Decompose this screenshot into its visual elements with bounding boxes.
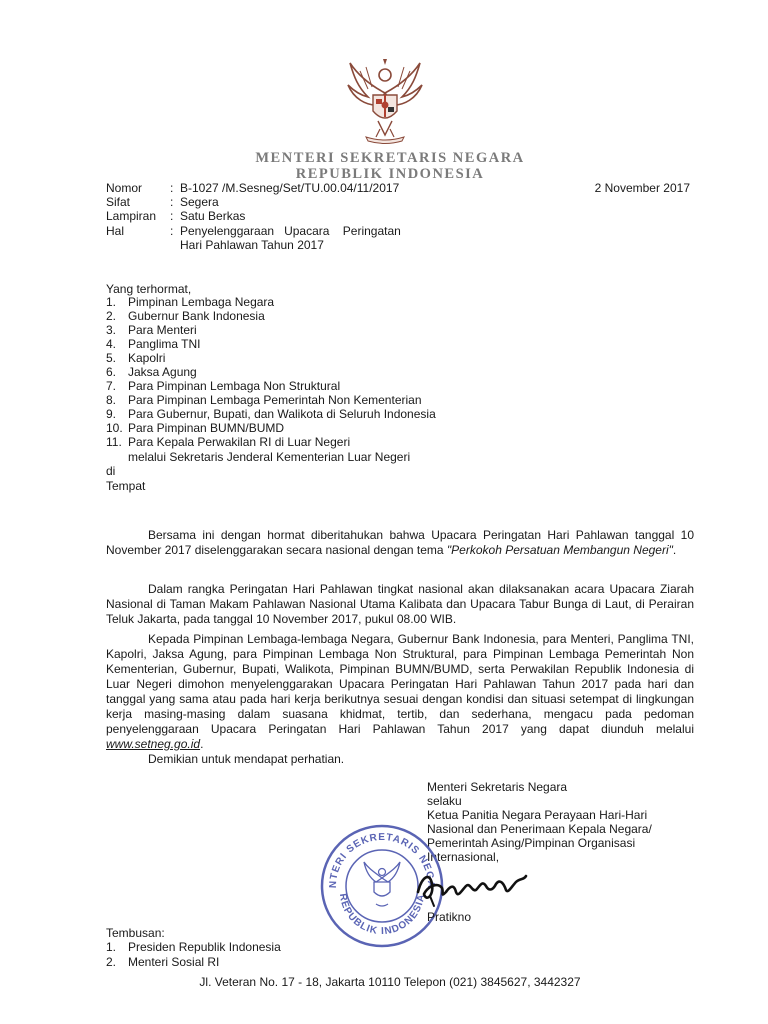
signature-line-3: Ketua Panitia Negara Perayaan Hari-Hari: [427, 808, 648, 822]
paragraph-4: Demikian untuk mendapat perhatian.: [148, 752, 345, 766]
list-item-text: Para Gubernur, Bupati, dan Walikota di Seluruh Indonesia: [128, 407, 436, 421]
list-item-number: 2.: [106, 955, 117, 969]
list-item-text: Para Pimpinan BUMN/BUMD: [128, 421, 285, 435]
signature-line-6: Internasional,: [427, 850, 500, 864]
signature-line-4: Nasional dan Penerimaan Kepala Negara/: [427, 822, 652, 836]
list-item-text: Gubernur Bank Indonesia: [128, 309, 265, 323]
colon: :: [170, 195, 174, 209]
signature-icon: [412, 862, 530, 912]
paragraph-1: [106, 528, 694, 558]
footer-address: Jl. Veteran No. 17 - 18, Jakarta 10110 Telepon (021) 3845627, 3442327: [199, 975, 581, 989]
paragraph-3-text: Kepada Pimpinan Lembaga-lembaga Negara, Gubernur Bank Indonesia, para Menteri, Panglima TNI, Kapolri, Jaksa Agung, para Pimpinan Lembaga Non Struktural, para Pimpinan Lembaga Pemerintah Non Kementerian, Gubernur, Bupati, Walikota, Pimpinan BUMN/BUMD, serta Perwakilan Republik Indonesia di Luar Negeri dimohon menyelenggarakan Upacara Peringatan Hari Pahlawan Tahun 2017 pada hari dan tanggal yang sama atau pada hari kerja berikutnya sesuai dengan kondisi dan situasi setempat di lingkungan kerja masing-masing dalam suasana khidmat, tertib, dan sederhana, mengacu pada pedoman penyelenggaraan Upacara Peringatan Hari Pahlawan Tahun 2017 yang dapat diunduh melalui: [106, 632, 694, 736]
sifat-label: Sifat: [106, 195, 131, 209]
paragraph-1-text: Bersama ini dengan hormat diberitahukan bahwa Upacara Peringatan Hari Pahlawan tanggal 10 November 2017 diselenggarakan secara nasional dengan tema: [106, 528, 694, 557]
list-item-text: Presiden Republik Indonesia: [128, 940, 281, 954]
list-item: [106, 435, 350, 449]
recipient-di: di: [106, 464, 116, 478]
list-item: [106, 393, 422, 407]
paragraph-3-end: .: [200, 737, 204, 751]
signature-line-5: Pemerintah Asing/Pimpinan Organisasi: [427, 836, 636, 850]
letterhead-title: MENTERI SEKRETARIS NEGARA: [255, 150, 525, 166]
lampiran-label: Lampiran: [106, 209, 157, 223]
list-item-number: 9.: [106, 407, 117, 421]
sifat-value: Segera: [180, 195, 219, 209]
list-item-number: 8.: [106, 393, 117, 407]
hal-value-line1: Penyelenggaraan Upacara Peringatan: [180, 224, 401, 238]
list-item-text: Menteri Sosial RI: [128, 955, 220, 969]
paragraph-2: Dalam rangka Peringatan Hari Pahlawan tingkat nasional akan dilaksanakan acara Upacara Ziarah Nasional di Taman Makam Pahlawan Nasional Utama Kalibata dan Upacara Tabur Bunga di Laut, di Perairan Teluk Jakarta, pada tanggal 10 November 2017, pukul 08.00 WIB.: [106, 582, 694, 626]
list-item-number: 1.: [106, 295, 117, 309]
garuda-emblem-icon: [340, 55, 430, 145]
list-item-number: 1.: [106, 940, 117, 954]
signature-line-2: selaku: [427, 794, 462, 808]
list-item-text: Jaksa Agung: [128, 365, 197, 379]
hal-label: Hal: [106, 224, 125, 238]
list-item: [106, 955, 219, 969]
recipient-via: melalui Sekretaris Jenderal Kementerian Luar Negeri: [128, 450, 411, 464]
list-item: [106, 351, 165, 365]
lampiran-value: Satu Berkas: [180, 209, 246, 223]
nomor-label: Nomor: [106, 181, 143, 195]
garuda-emblem: [340, 55, 430, 145]
signatory-name: Pratikno: [427, 910, 472, 924]
setneg-link[interactable]: www.setneg.go.id: [106, 737, 201, 751]
list-item-text: Kapolri: [128, 351, 166, 365]
paragraph-1-end: .: [672, 543, 677, 557]
letter-date: 2 November 2017: [594, 181, 690, 195]
paragraph-3: [106, 632, 694, 752]
list-item-number: 10.: [106, 421, 123, 435]
list-item-number: 2.: [106, 309, 117, 323]
recipient-tempat: Tempat: [106, 479, 146, 493]
signature-line-1: Menteri Sekretaris Negara: [427, 780, 568, 794]
list-item-number: 11.: [106, 435, 122, 449]
svg-text:REPUBLIK INDONESIA: REPUBLIK INDONESIA: [336, 892, 428, 938]
list-item-number: 6.: [106, 365, 117, 379]
list-item: [106, 407, 436, 421]
list-item: [106, 365, 197, 379]
list-item-text: Pimpinan Lembaga Negara: [128, 295, 275, 309]
list-item: [106, 379, 340, 393]
list-item: [106, 323, 197, 337]
list-item-text: Para Kepala Perwakilan RI di Luar Negeri: [128, 435, 351, 449]
list-item-number: 5.: [106, 351, 117, 365]
list-item-number: 4.: [106, 337, 117, 351]
list-item-number: 3.: [106, 323, 117, 337]
handwritten-signature: [412, 862, 530, 912]
list-item-text: Para Pimpinan Lembaga Non Struktural: [128, 379, 341, 393]
hal-value-line2: Hari Pahlawan Tahun 2017: [180, 238, 324, 252]
nomor-value: B-1027 /M.Sesneg/Set/TU.00.04/11/2017: [180, 181, 400, 195]
list-item-text: Para Menteri: [128, 323, 197, 337]
tembusan-label: Tembusan:: [106, 926, 165, 940]
list-item: [106, 295, 274, 309]
list-item-number: 7.: [106, 379, 117, 393]
greeting: Yang terhormat,: [106, 282, 192, 296]
list-item-text: Para Pimpinan Lembaga Pemerintah Non Kementerian: [128, 393, 422, 407]
list-item-text: Panglima TNI: [128, 337, 201, 351]
list-item: [106, 421, 284, 435]
svg-text:MENTERI SEKRETARIS NEGARA: NTERI SEKRETARIS NEGA: [327, 831, 437, 889]
list-item: [106, 940, 281, 954]
colon: :: [170, 209, 174, 223]
colon: :: [170, 181, 174, 195]
colon: :: [170, 224, 174, 238]
list-item: [106, 309, 265, 323]
letterhead-subtitle: REPUBLIK INDONESIA: [295, 166, 485, 182]
list-item: [106, 337, 200, 351]
paragraph-1-theme: "Perkokoh Persatuan Membangun Negeri": [446, 543, 673, 557]
